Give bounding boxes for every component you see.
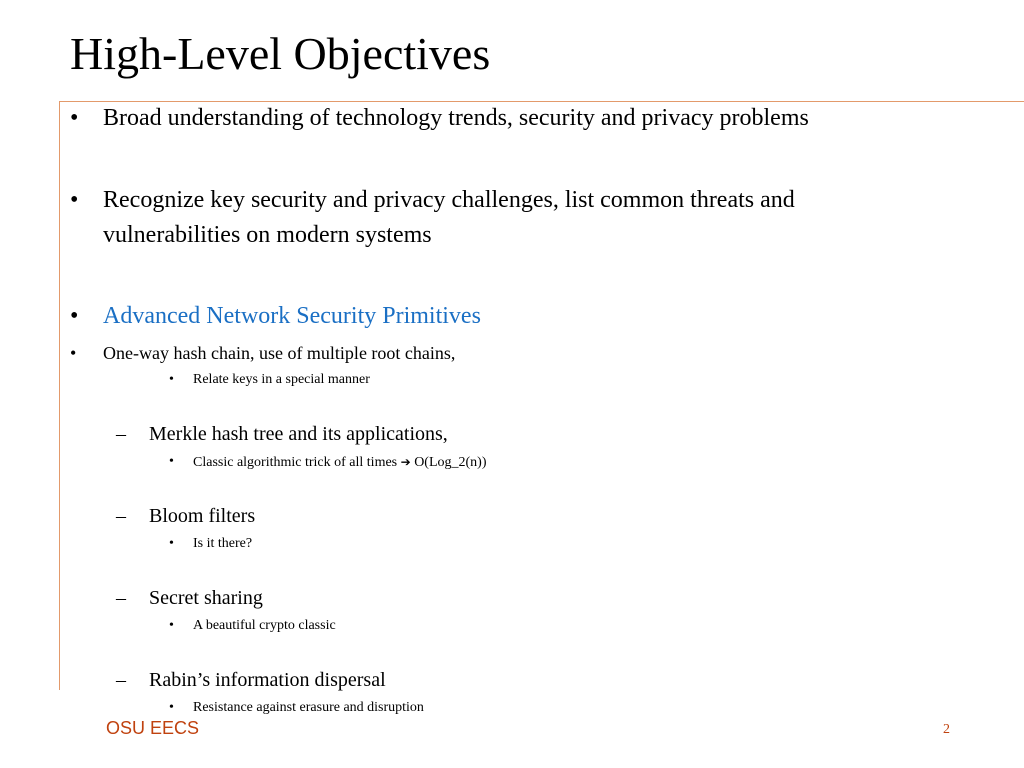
sub-bullet-text: A beautiful crypto classic (193, 618, 336, 633)
slide-number: 2 (943, 722, 950, 737)
sub-bullet-mark: • (169, 454, 174, 469)
bullet-mark: • (70, 303, 79, 329)
dash-mark: – (116, 423, 126, 445)
slide-title: High-Level Objectives (70, 28, 491, 79)
sub-bullet-text: Relate keys in a special manner (193, 372, 370, 387)
dash-mark: – (116, 587, 126, 609)
footer-organization: OSU EECS (106, 718, 200, 738)
bullet-text: Broad understanding of technology trends, security and privacy problems (103, 105, 809, 131)
sub-bullet-mark: • (169, 536, 174, 551)
sub-bullet-text: Classic algorithmic trick of all times (193, 455, 398, 470)
sub-bullet-mark: • (169, 372, 174, 387)
complexity-text: O(Log_2(n)) (414, 455, 487, 470)
dash-item-text: Secret sharing (149, 587, 263, 609)
sub-bullet-text: Is it there? (193, 536, 253, 551)
dash-item-text: Bloom filters (149, 505, 256, 527)
sub-bullet-mark: • (169, 618, 174, 633)
bullet-text-line-1: Recognize key security and privacy challenges, list common threats and (103, 187, 795, 213)
dash-item-text: Rabin’s information dispersal (149, 669, 386, 691)
dash-mark: – (116, 505, 126, 527)
bullet-text: One-way hash chain, use of multiple root chains, (103, 343, 456, 363)
bullet-mark: • (70, 105, 79, 131)
sub-bullet-text: Resistance against erasure and disruption (193, 700, 424, 715)
dash-item-text: Merkle hash tree and its applications, (149, 423, 448, 445)
arrow-right-icon: ➔ (400, 455, 411, 469)
bullet-text-accent: Advanced Network Security Primitives (103, 303, 481, 329)
sub-bullet-text-row (193, 452, 487, 473)
bullet-text-line-2: vulnerabilities on modern systems (103, 222, 432, 248)
content-left-rule (59, 101, 60, 690)
dash-mark: – (116, 669, 126, 691)
sub-bullet-mark: • (169, 700, 174, 715)
bullet-mark: • (70, 343, 77, 363)
bullet-mark: • (70, 187, 79, 213)
